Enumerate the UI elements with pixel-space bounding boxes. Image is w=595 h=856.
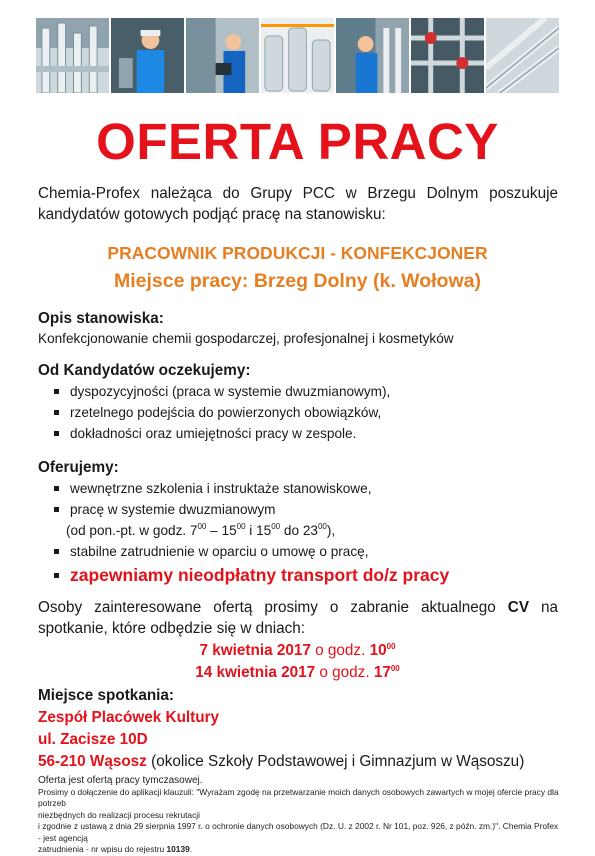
meeting-city: 56-210 Wąsosz (okolice Szkoły Podstawowej i Gimnazjum w Wąsoszu) (38, 753, 525, 770)
chemical-tanks-photo (261, 18, 334, 93)
list-item: dokładności oraz umiejętności pracy w zespole. (54, 423, 390, 444)
footer-line: zatrudnienia - nr wpisu do rejestru 10139. (38, 844, 193, 854)
meeting-date-2: 14 kwietnia 2017 o godz. $17^{00}$ (195, 664, 400, 681)
list-item: dyspozycyjności (praca w systemie dwuzmianowym), (54, 381, 390, 402)
page-title: OFERTA PRACY (96, 113, 499, 170)
transport-highlight: zapewniamy nieodpłatny transport do/z pracy (54, 562, 449, 590)
worker-with-tablet-photo (186, 18, 259, 93)
meeting-heading: Miejsce spotkania: (38, 687, 175, 704)
worker-photo (111, 18, 184, 93)
header-photo-banner (36, 18, 559, 93)
requirements-heading: Od Kandydatów oczekujemy: (38, 362, 251, 379)
intro-text (38, 183, 558, 225)
position-name: PRACOWNIK PRODUKCJI - KONFEKCJONER (107, 243, 488, 263)
meeting-date-1: 7 kwietnia 2017 o godz. $10^{00}$ (199, 642, 396, 659)
list-item: rzetelnego podejścia do powierzonych obowiązków, (54, 402, 390, 423)
industrial-pipes-photo (486, 18, 559, 93)
cv-highlight: CV (507, 599, 530, 616)
invitation-text (38, 597, 558, 639)
footer-line: niezbędnych do realizacji procesu rekrutacji (38, 809, 200, 820)
meeting-venue: Zespół Placówek Kultury (38, 709, 220, 726)
list-item: stabilne zatrudnienie w oparciu o umowę o pracę, (54, 541, 449, 562)
requirements-list (54, 381, 390, 444)
pipe-valves-photo (411, 18, 484, 93)
industrial-pipes-photo (36, 18, 109, 93)
work-location: Miejsce pracy: Brzeg Dolny (k. Wołowa) (114, 270, 481, 292)
technician-photo (336, 18, 409, 93)
invitation-line-1: Osoby zainteresowane ofertą prosimy o zabranie aktualnego CV na (38, 599, 558, 616)
work-hours: (od pon.-pt. w godz. $7^{00} - 15^{00}$ i $15^{00}$ do $23^{00}$), (66, 522, 336, 538)
description-heading: Opis stanowiska: (38, 310, 164, 327)
footer-legal (38, 775, 563, 856)
invitation-line-2: spotkanie, które odbędzie się w dniach: (38, 620, 306, 637)
list-item: wewnętrzne szkolenia i instruktaże stanowiskowe, (54, 478, 449, 499)
meeting-place (38, 685, 524, 773)
footer-line: i zgodnie z ustawą z dnia 29 sierpnia 1997 r. o ochronie danych osobowych (Dz. U. z 2002 r. Nr 101, poz. 926, z późn. zm.)". Chemia Profex - jest agencją (38, 821, 559, 843)
offer-list (54, 478, 449, 590)
list-item: pracę w systemie dwuzmianowym (54, 499, 449, 520)
intro-line-2: kandydatów gotowych podjąć pracę na stanowisku: (38, 206, 386, 223)
footer-temp-note: Oferta jest ofertą pracy tymczasowej. (38, 775, 203, 786)
offer-heading: Oferujemy: (38, 459, 119, 476)
intro-line-1: Chemia-Profex należąca do Grupy PCC w Brzegu Dolnym poszukuje (38, 185, 558, 202)
description-text: Konfekcjonowanie chemii gospodarczej, profesjonalnej i kosmetyków (38, 331, 454, 346)
footer-line: Prosimy o dołączenie do aplikacji klauzuli: "Wyrażam zgodę na przetwarzanie moich danych osobowych zawartych w mojej ofercie pracy dla potrzeb (38, 786, 559, 808)
meeting-street: ul. Zacisze 10D (38, 731, 148, 748)
